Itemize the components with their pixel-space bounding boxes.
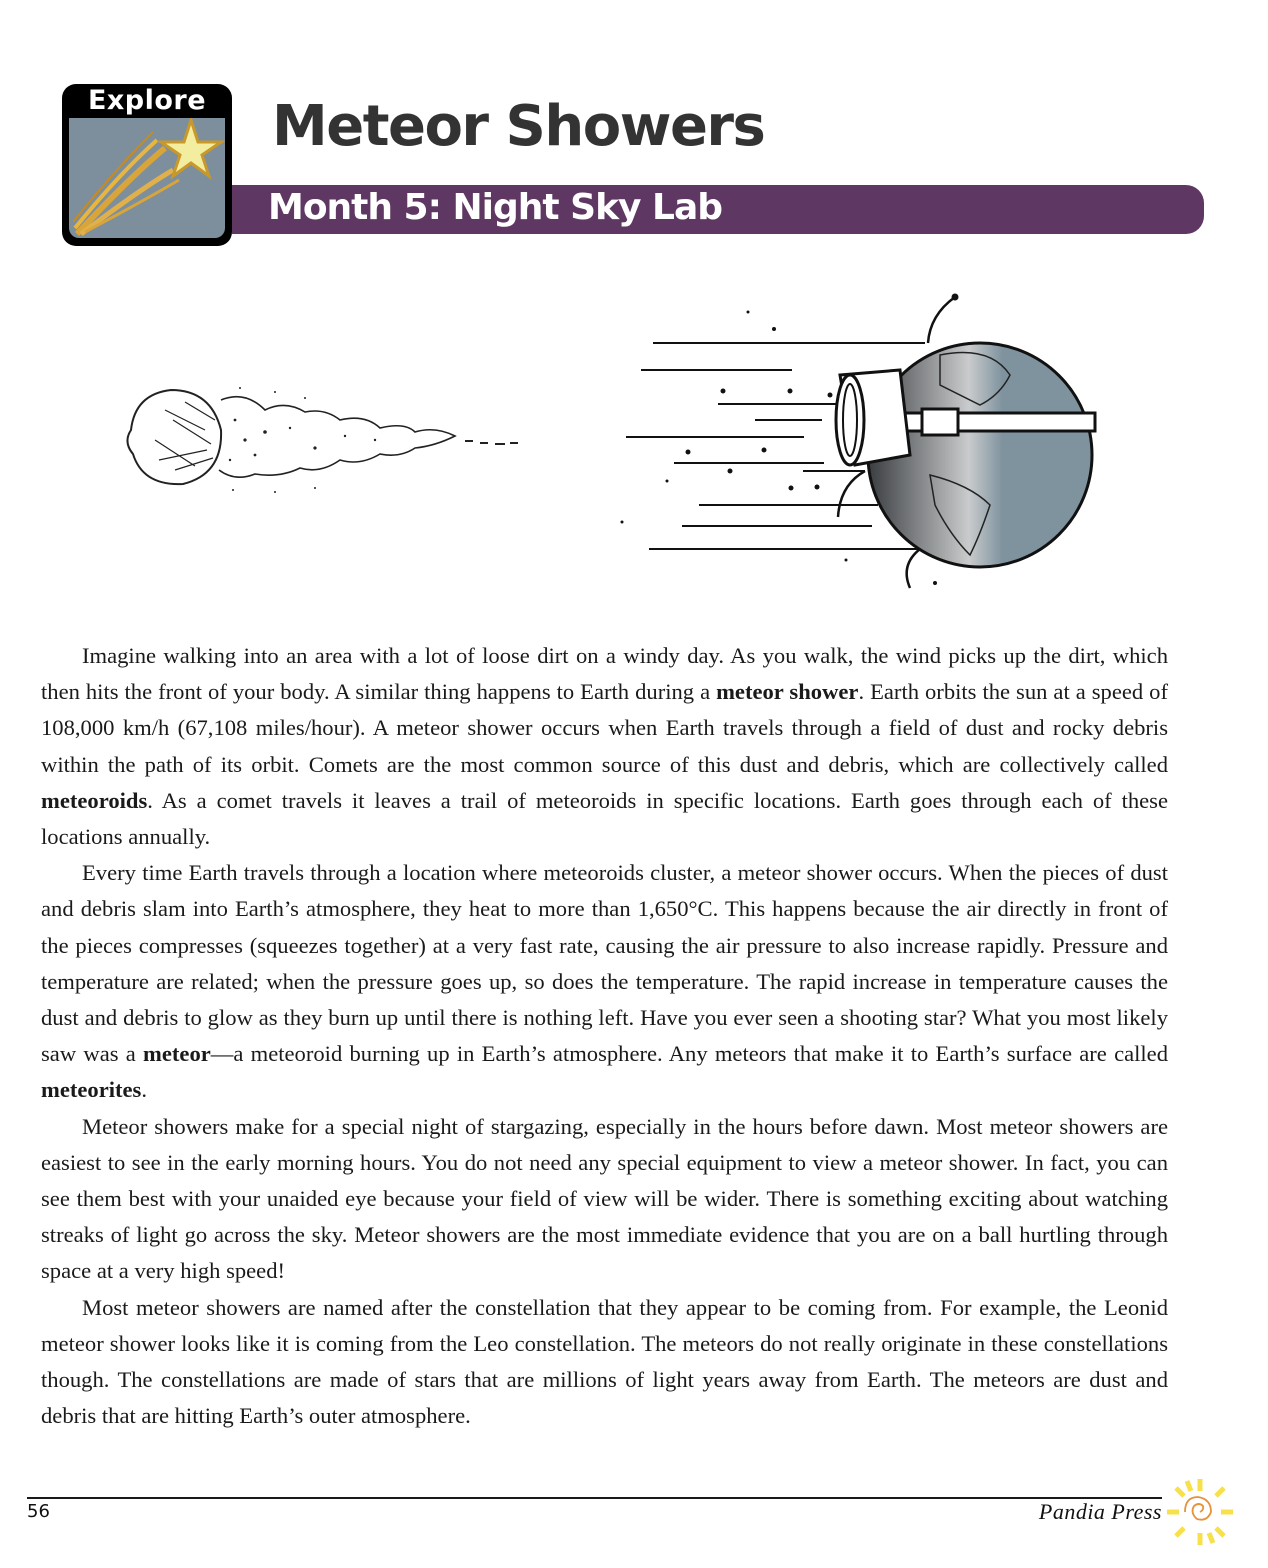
- paragraph: [41, 1109, 1168, 1290]
- subtitle-bar: [232, 185, 1204, 234]
- key-term: meteorites: [41, 1077, 142, 1103]
- paragraph: [41, 638, 1168, 855]
- key-term: meteor: [143, 1041, 211, 1067]
- sun-spiral-icon: [1165, 1477, 1235, 1547]
- text-run: .: [141, 1077, 148, 1103]
- key-term: meteor shower: [716, 679, 859, 705]
- page-number: 56: [27, 1501, 50, 1522]
- footer-rule: [27, 1497, 1162, 1499]
- paragraph: [41, 855, 1168, 1108]
- text-run: . As a comet travels it leaves a trail of meteoroids in specific locations. Earth goes through each of these locations annually.: [41, 787, 1168, 850]
- shooting-star-icon: [69, 118, 225, 238]
- text-run: Imagine walking into an area with a lot of loose dirt on a windy day. As you walk, the wind picks up the dirt, which then hits the front of your body. A similar thing happens to Earth during a: [41, 643, 1168, 705]
- meteoroid-illustration: [115, 370, 525, 510]
- text-run: . Earth orbits the sun at a speed of 108,000 km/h (67,108 miles/hour). A meteor shower occurs when Earth travels through a field of dust and rocky debris within the path of its orbit. Comets are the most common source of this dust and debris, which are collectively called: [41, 679, 1169, 777]
- article-body: [41, 638, 1168, 1434]
- explore-label: Explore: [87, 85, 207, 116]
- text-run: Meteor showers make for a special night of stargazing, especially in the hours before dawn. Most meteor showers are easiest to see in the early morning hours. You do not need any special equipment to view a meteor shower. In fact, you can see them best with your unaided eye because your field of view will be wider. There is something exciting about watching streaks of light go across the sky. Meteor showers are the most immediate evidence that you are on a ball hurtling through space at a very high speed!: [41, 1113, 1168, 1284]
- earth-vacuum-illustration: [610, 285, 1110, 595]
- page-title: Meteor Showers: [272, 94, 765, 159]
- key-term: meteoroids: [41, 787, 148, 813]
- text-run: Most meteor showers are named after the constellation that they appear to be coming from. For example, the Leonid meteor shower looks like it is coming from the Leo constellation. The meteors do not really originate in these constellations though. The constellations are made of stars that are millions of light years away from Earth. The meteors are dust and debris that are hitting Earth’s outer atmosphere.: [41, 1294, 1168, 1429]
- text-run: —a meteoroid burning up in Earth’s atmosphere. Any meteors that make it to Earth’s surface are called: [210, 1041, 1169, 1067]
- text-run: Every time Earth travels through a location where meteoroids cluster, a meteor shower occurs. When the pieces of dust and debris slam into Earth’s atmosphere, they heat to more than 1,650°C. This happens because the air directly in front of the pieces compresses (squeezes together) at a very fast rate, causing the air pressure to also increase rapidly. Pressure and temperature are related; when the pressure goes up, so does the temperature. The rapid increase in temperature causes the dust and debris to glow as they burn up until there is nothing left. Have you ever seen a shooting star? What you most likely saw was a: [41, 860, 1168, 1067]
- publisher-name: Pandia Press: [1038, 1499, 1162, 1524]
- explore-badge: [62, 84, 232, 246]
- page-subtitle: Month 5: Night Sky Lab: [268, 187, 723, 228]
- paragraph: [41, 1290, 1168, 1435]
